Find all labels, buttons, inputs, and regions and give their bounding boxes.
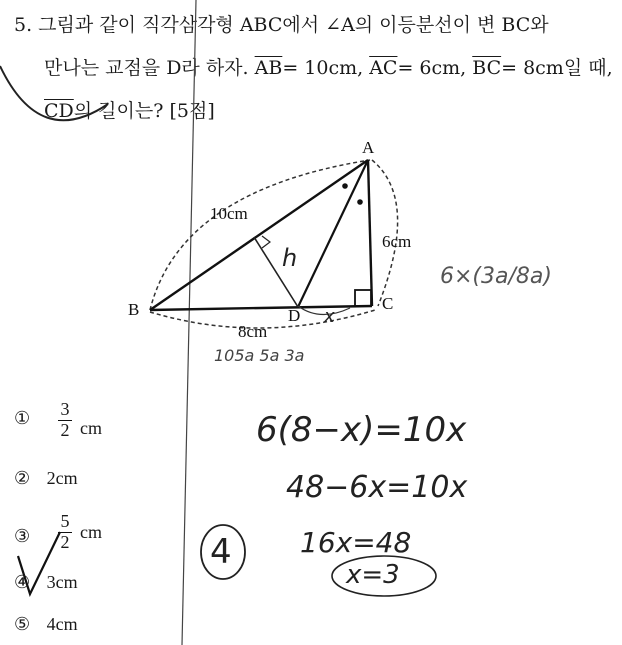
side-ab bbox=[150, 160, 368, 310]
hand-eq-1: 6(8−x)=10x bbox=[256, 410, 467, 450]
side-bc-length: 8cm bbox=[238, 322, 268, 341]
choice-2-number: ② bbox=[14, 468, 31, 488]
segment-bc-label: $\overline{BC}$ bbox=[472, 57, 502, 79]
segment-cd-label: $\overline{CD}$ bbox=[44, 100, 74, 122]
angle-dot-1 bbox=[342, 183, 348, 189]
choice-3-number: ③ bbox=[14, 526, 31, 546]
choice-1-number: ① bbox=[14, 408, 31, 428]
choice-5[interactable] bbox=[14, 614, 78, 635]
choice-5-text: 4cm bbox=[46, 614, 78, 634]
point-d-label: D bbox=[288, 306, 301, 325]
note-h: h bbox=[282, 244, 298, 272]
pen-arc bbox=[0, 66, 108, 120]
right-angle-mark-c bbox=[355, 290, 371, 306]
side-ac-length: 6cm bbox=[382, 232, 412, 251]
hand-eq-2: 48−6x=10x bbox=[286, 470, 468, 505]
choice-5-number: ⑤ bbox=[14, 614, 31, 634]
angle-dot-2 bbox=[357, 199, 363, 205]
choice-2-text: 2cm bbox=[46, 468, 78, 488]
problem-line-1-text: 5. 그림과 같이 직각삼각형 ABC에서 ∠A의 이등분선이 변 BC와 bbox=[14, 14, 549, 36]
problem-line-2-text: 만나는 교점을 D라 하자. bbox=[44, 57, 255, 79]
hand-eq-4: x=3 bbox=[346, 560, 400, 590]
note-x: x bbox=[324, 306, 335, 327]
side-bc bbox=[150, 306, 372, 310]
vertex-b-label: B bbox=[128, 300, 140, 319]
segment-ac-label: $\overline{AC}$ bbox=[369, 57, 398, 79]
choice-3-fraction bbox=[58, 512, 72, 551]
segment-ab-label: $\overline{AB}$ bbox=[254, 57, 283, 79]
note-segments: 105a 5a 3a bbox=[214, 346, 305, 365]
bc-value: = 8cm일 때, bbox=[501, 57, 613, 79]
choice-3[interactable] bbox=[14, 526, 30, 547]
side-ac bbox=[368, 160, 372, 306]
hand-answer: 4 bbox=[210, 532, 232, 572]
note-ratio: 6×(3a/8a) bbox=[440, 264, 552, 289]
choice-3-unit: cm bbox=[80, 522, 102, 542]
hand-eq-3: 16x=48 bbox=[300, 526, 412, 559]
choice-3-numerator: 5 bbox=[60, 511, 70, 531]
ab-value: = 10cm, bbox=[282, 57, 370, 79]
choice-3-denominator: 2 bbox=[60, 532, 70, 552]
choice-4[interactable] bbox=[14, 572, 78, 593]
choice-1-numerator: 3 bbox=[60, 399, 70, 419]
vertex-a-label: A bbox=[362, 138, 375, 157]
choice-4-number: ④ bbox=[14, 572, 31, 592]
bisector-ad bbox=[298, 160, 368, 307]
choice-1[interactable] bbox=[14, 408, 30, 429]
choice-1-unit: cm bbox=[80, 418, 102, 438]
choice-4-text: 3cm bbox=[46, 572, 78, 592]
choice-1-fraction bbox=[58, 400, 72, 439]
pen-right-angle-mark bbox=[262, 236, 270, 248]
problem-line-3-text: 의 길이는? [5점] bbox=[73, 100, 215, 122]
choice-2[interactable] bbox=[14, 468, 78, 489]
vertex-c-label: C bbox=[382, 294, 394, 313]
ac-value: = 6cm, bbox=[397, 57, 473, 79]
side-ab-length: 10cm bbox=[210, 204, 248, 223]
choice-1-denominator: 2 bbox=[60, 420, 70, 440]
